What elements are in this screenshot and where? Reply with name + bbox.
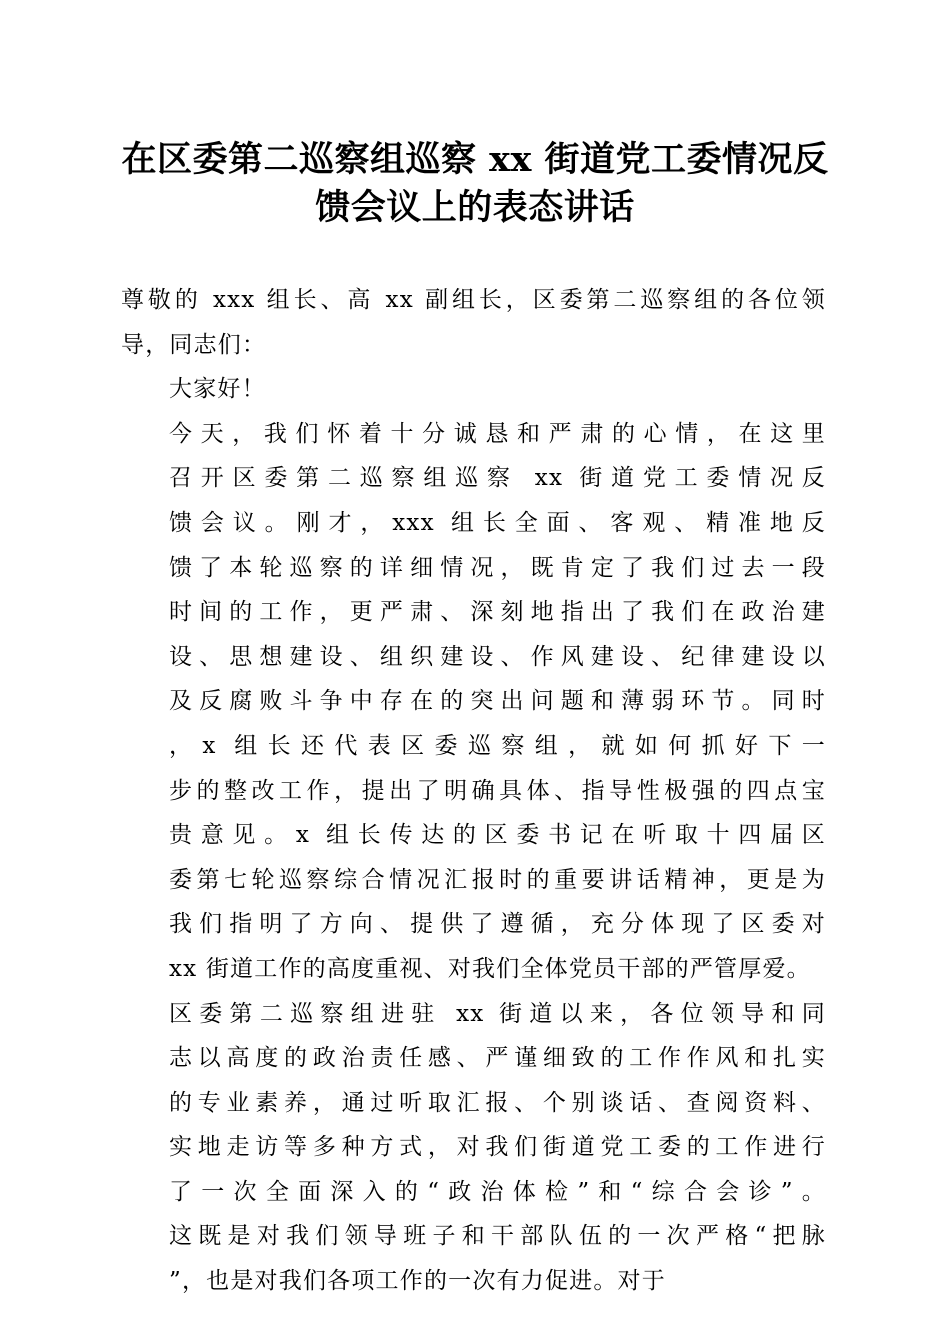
text-line: 大家好！: [169, 376, 266, 403]
text-line: 尊敬的 xxx 组长、高 xx 副组长，区委第二巡察组的各位领: [121, 287, 826, 313]
text-line: 馈了本轮巡察的详细情况，既肯定了我们过去一段: [169, 554, 826, 581]
document-body: [121, 278, 826, 1304]
text-line: 实地走访等多种方式，对我们街道党工委的工作进行: [169, 1134, 826, 1161]
text-line: 时间的工作，更严肃、深刻地指出了我们在政治建: [169, 599, 826, 626]
greeting: [121, 367, 826, 412]
document-title: [110, 136, 840, 232]
text-line: xx 街道工作的高度重视、对我们全体党员干部的严管厚爱。: [169, 955, 811, 982]
text-line: 馈会议。刚才，xxx 组长全面、客观、精准地反: [169, 509, 826, 536]
text-line: 的专业素养，通过听取汇报、个别谈话、查阅资料、: [169, 1089, 826, 1116]
text-line: 及反腐败斗争中存在的突出问题和薄弱环节。同时: [169, 688, 826, 715]
paragraph-2: [121, 992, 826, 1304]
title-line-1: 在区委第二巡察组巡察 xx 街道党工委情况反: [121, 139, 829, 180]
text-line: 步的整改工作，提出了明确具体、指导性极强的四点宝: [169, 777, 826, 804]
text-line: 委第七轮巡察综合情况汇报时的重要讲话精神，更是为: [169, 866, 826, 893]
text-line: 今天，我们怀着十分诚恳和严肃的心情，在这里: [169, 420, 826, 447]
text-line: 这既是对我们领导班子和干部队伍的一次严格“把脉: [169, 1223, 826, 1250]
text-line: ”，也是对我们各项工作的一次有力促进。对于: [169, 1268, 666, 1295]
text-line: 召开区委第二巡察组巡察 xx 街道党工委情况反: [169, 465, 826, 492]
text-line: 了一次全面深入的“政治体检”和“综合会诊”。: [169, 1178, 826, 1205]
title-line-2: 馈会议上的表态讲话: [315, 187, 635, 228]
text-line: 设、思想建设、组织建设、作风建设、纪律建设以: [169, 643, 826, 670]
salutation: [121, 278, 826, 367]
text-line: 导，同志们：: [121, 331, 267, 358]
text-line: 我们指明了方向、提供了遵循，充分体现了区委对: [169, 911, 826, 938]
text-line: 贵意见。x 组长传达的区委书记在听取十四届区: [169, 822, 826, 849]
text-line: 志以高度的政治责任感、严谨细致的工作作风和扎实: [169, 1045, 826, 1072]
paragraph-1: [121, 412, 826, 992]
text-line: 区委第二巡察组进驻 xx 街道以来，各位领导和同: [169, 1000, 826, 1027]
text-line: ，x 组长还代表区委巡察组，就如何抓好下一: [169, 732, 826, 759]
